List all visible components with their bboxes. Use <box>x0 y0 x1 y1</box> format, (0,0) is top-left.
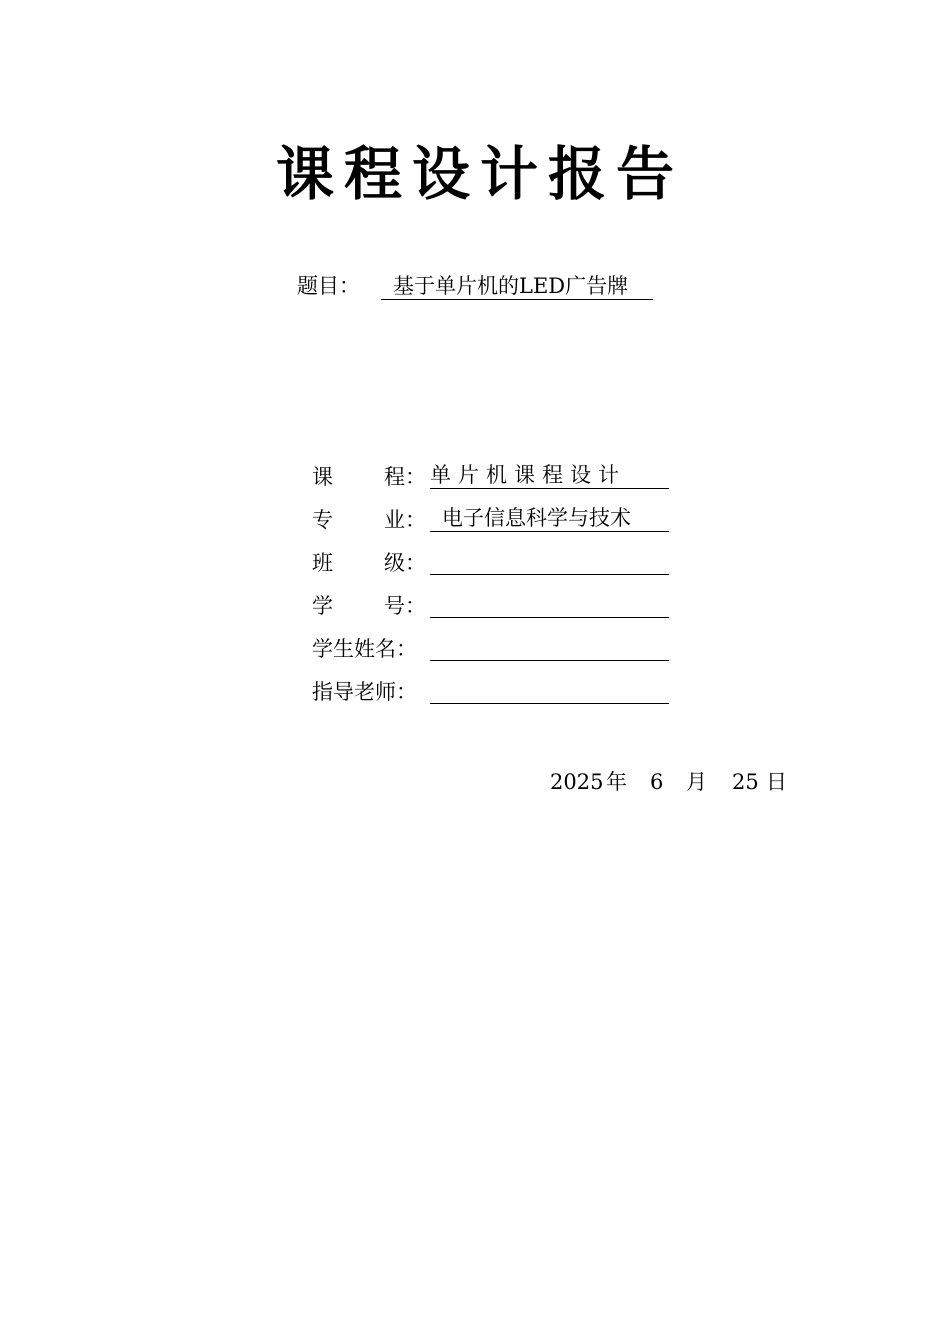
date-year: 2025 <box>550 770 604 794</box>
info-label-advisor: 指导老师： <box>312 680 417 704</box>
date-month: 6 <box>650 770 664 794</box>
info-row-course <box>312 460 669 503</box>
class-label-char-2: 级： <box>384 551 426 575</box>
info-label-course <box>312 460 430 494</box>
date-day: 25 <box>732 770 759 794</box>
date-year-unit: 年 <box>606 770 627 794</box>
class-value-blank <box>430 546 669 575</box>
student-name-value-blank <box>430 632 669 661</box>
topic-label: 题目： <box>297 274 360 298</box>
info-row-major <box>312 503 669 546</box>
topic-value: 基于单片机的LED广告牌 <box>381 273 653 300</box>
info-row-class <box>312 546 669 589</box>
date-day-unit: 日 <box>766 770 787 794</box>
date-row <box>550 767 790 797</box>
class-label-char-1: 班 <box>312 551 333 575</box>
info-row-student-id <box>312 589 669 632</box>
student-id-value-blank <box>430 589 669 618</box>
info-row-advisor <box>312 675 669 718</box>
major-label-char-2: 业： <box>384 508 426 532</box>
course-value: 单片机课程设计 <box>430 460 669 489</box>
date-month-unit: 月 <box>686 770 707 794</box>
student-id-label-char-2: 号： <box>384 594 426 618</box>
info-label-major <box>312 503 430 537</box>
course-label-char-2: 程： <box>384 465 426 489</box>
course-label-char-1: 课 <box>312 465 333 489</box>
topic-row <box>297 271 653 301</box>
major-label-char-1: 专 <box>312 508 333 532</box>
student-id-label-char-1: 学 <box>312 594 333 618</box>
info-label-student-name: 学生姓名： <box>312 637 417 661</box>
info-label-class <box>312 546 430 580</box>
info-row-student-name <box>312 632 669 675</box>
report-title: 课程设计报告 <box>275 140 684 208</box>
advisor-value-blank <box>430 675 669 704</box>
info-table <box>312 460 669 718</box>
major-value: 电子信息科学与技术 <box>430 503 669 532</box>
info-label-student-id <box>312 589 430 623</box>
